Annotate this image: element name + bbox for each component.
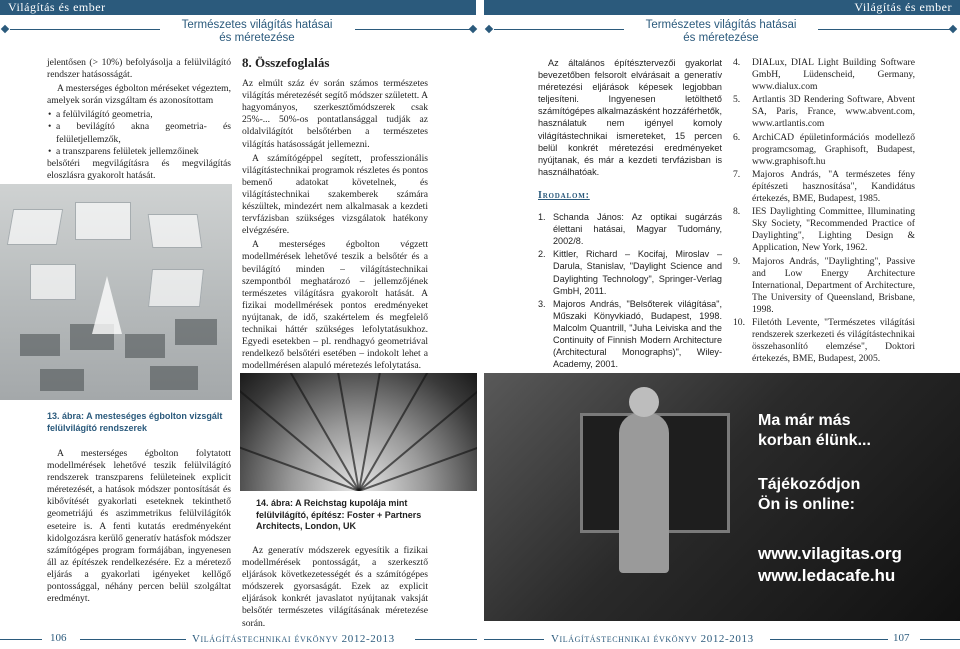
section-title-line1: Természetes világítás hatásai [181, 19, 333, 31]
reference-text: Majoros András, "A természetes fény építészeti hasznosítása", Kandidátus értekezés, BME, Budapest, 1985. [752, 168, 915, 205]
model-tile [20, 334, 60, 356]
figure-13-body [47, 448, 231, 607]
reference-number: 8. [733, 206, 741, 218]
paragraph: belsőtéri megvilágításra és megvilágítás eloszlásra gyakorolt hatását. [47, 157, 231, 181]
paragraph: A mesterséges égbolton folytatott modellmérések lehetővé teszik felülvilágító rendszerek transzparens felületeinek explicit méretezését, a hatások módszer pontosítását és kibővítését gyakorlati eseteknek tekinthető geometriájú és aszimmetrikus felülvilágítók eseteire is. A fenti kutatás eredményeként kidolgozásra kerülő generatív hatásfok módszer számítógépes program formájában, ingyenesen áll az építészek rendelkezésére. Ez a méretező eljárás a gyakorlati igényeket kellőgő pontossággal, néhány percen belül szolgáltat eredményt. [47, 448, 231, 605]
paragraph: A mesterséges égbolton végzett modellmérések lehetővé teszik a belsőtér és a bevilágító minden – világítástechnikai szempontból meghatározó – jellemzőjének természetes világításra gyakorolt hatását. A fizikai modellmérések pontos eredményeket nyújtanak, de idő, szakértelem és megfelelő technikai háttér szükséges lefolytatásukhoz. Egyedi esetekben – pl. rendhagyó geometriával rendelkező belsőtéri esetében – indokolt lehet a modellmérésen alapuló méretezés lefolytatása. [242, 239, 428, 372]
reference-item [538, 211, 722, 247]
section-title-line1: Természetes világítás hatásai [645, 19, 797, 31]
reference-text: IES Daylighting Committee, Illuminating Sky Society, "Recommended Practice of Daylighting", Lighting Design & Application, New York, 1962. [752, 206, 915, 254]
running-head-left [0, 0, 476, 15]
reference-item [733, 256, 915, 316]
section-title-right [626, 19, 816, 45]
diamond-ornament [1, 25, 9, 33]
right-page-column-1 [538, 57, 722, 371]
section-rule [494, 29, 624, 30]
list-item: • a bevilágító akna geometria- és felületjellemzők, [47, 121, 231, 145]
reference-text: Majoros András, "Belsőterek világítása", Műszaki Könyvkiadó, Budapest, 1998. Malcolm Quantrill, "Juha Leiviska and the Continuity of Finnish Modern Architecture (Architectural Monographs)", Wiley-Academy, 2001. [553, 298, 722, 370]
figure-14-photo [240, 373, 477, 491]
reference-number: 3. [538, 298, 546, 309]
figure-13-caption: 13. ábra: A mesteséges égbolton vizsgált felülvilágító rendszerek [47, 411, 223, 433]
footer-rule [920, 639, 960, 640]
reference-item [733, 57, 915, 93]
reference-item [733, 132, 915, 168]
footer-rule [484, 639, 544, 640]
model-tile [40, 369, 84, 391]
model-pyramid [148, 214, 203, 248]
section-heading: 8. Összefoglalás [242, 55, 330, 70]
ad-url-link[interactable]: www.vilagitas.org [758, 544, 902, 563]
model-pyramid [30, 264, 76, 300]
paragraph: jelentősen (> 10%) befolyásolja a felülvilágító rendszer hatásosságát. [47, 57, 231, 81]
list-item: • a felülvilágító geometria, [47, 109, 231, 121]
reference-item [733, 169, 915, 205]
model-pyramid [75, 202, 131, 240]
ad-line: Tájékozódjon [758, 476, 861, 493]
person-figure [619, 413, 669, 573]
model-pyramid [148, 269, 204, 307]
ad-line: korban élünk... [758, 432, 871, 449]
dome-rib [358, 373, 391, 491]
advertisement-image [484, 373, 960, 621]
section-title-left [162, 19, 352, 45]
running-head-left-text: Világítás és ember [8, 0, 106, 14]
section-rule [355, 29, 470, 30]
running-head-right-text: Világítás és ember [854, 0, 952, 14]
references-heading: Irodalom: [538, 189, 590, 201]
footer-rule [415, 639, 477, 640]
figure-14-body [242, 545, 428, 632]
reference-text: Artlantis 3D Rendering Software, Abvent SA, Paris, France, www.abvent.com, www.artlantis.com [752, 94, 915, 130]
reference-text: ArchiCAD épületinformációs modellező programcsomag, Graphisoft, Budapest, www.graphisoft.hu [752, 131, 915, 167]
footer-title-right: Világítástechnikai évkönyv 2012-2013 [551, 633, 754, 645]
reference-number: 6. [733, 131, 741, 143]
footer-title-left: Világítástechnikai évkönyv 2012-2013 [192, 633, 395, 645]
paragraph: Az generatív módszerek egyesítik a fizikai modellmérések pontosságát, a szerkesztő eljárások következetességét és a számítógépes módszerek gyorsaságát. Ezek az explicit eljárások konkrét javaslatot nyújtanak vaksját belsőtér természetes világításának méretezése során. [242, 545, 428, 629]
diamond-ornament [485, 25, 493, 33]
model-tile [125, 334, 165, 358]
model-pyramid [7, 209, 63, 245]
figure-13-photo [0, 184, 232, 400]
references-list [538, 211, 722, 370]
list-item: • a transzparens felületek jellemzőinek [47, 146, 231, 158]
paragraph: Az általános építésztervezői gyakorlat bevezetőben felsorolt elvárásait a generatív méretezési eljárások képesek legjobban teljesíteni. Ingyenesen letölthető számítógépes alkalmazásként hozzáférhetők, használatuk nem igényel komoly világítástechnikai ismereteket, 15 percen belül konkrét méretezési eredményeket nyújtanak, és már a kezdeti tervfázisban is használhatóak. [538, 58, 722, 177]
model-tile [175, 319, 217, 345]
reference-number: 4. [733, 57, 741, 68]
left-page-column-1 [47, 57, 231, 184]
reference-number: 2. [538, 249, 546, 260]
section-rule [10, 29, 160, 30]
reference-item [538, 298, 722, 371]
reference-item [538, 248, 722, 296]
bullet-list [47, 109, 231, 157]
section-title-line2: és méretezése [683, 32, 759, 44]
references-list [733, 57, 915, 365]
model-prism [92, 276, 122, 334]
person-head [629, 387, 659, 417]
ad-urls [758, 543, 948, 587]
ad-headline [758, 411, 948, 451]
section-title-line2: és méretezése [219, 32, 295, 44]
reference-text: Schanda János: Az optikai sugárzás élettani hatásai, Magyar Tudomány, 2002/8. [553, 212, 722, 247]
reference-text: Kittler, Richard – Kocifaj, Miroslav – Darula, Stanislav, "Daylight Science and Daylighting Technology", Springer-Verlag GmbH, 2011. [553, 249, 722, 296]
reference-item [733, 317, 915, 365]
right-page-column-2 [733, 57, 915, 366]
left-page-column-2 [242, 57, 428, 374]
ad-url-link[interactable]: www.ledacafe.hu [758, 566, 896, 585]
model-tile [150, 366, 198, 390]
paragraph: Az elmúlt száz év során számos természetes világítás méretezését segítő módszer született. A hagyományos, szerkesztőmódszerek csak 25%-... 50%-os pontatlansággal tudják az oldalvilágítót belsőtérben a természetes világítás hatásosságát jellemezni. [242, 78, 428, 150]
reference-text: Majoros András, "Daylighting", Passive and Low Energy Architecture International, Department of Architecture, The University of Queensland, Brisbane, 1998. [752, 255, 915, 315]
ad-line: Ön is online: [758, 496, 855, 513]
page-number-left: 106 [50, 632, 67, 644]
paragraph: A mesterséges égbolton méréseket végeztem, amelyek során vizsgáltam és azonosítottam [47, 83, 231, 107]
figure-14-caption: 14. ábra: A Reichstag kupolája mint felülvilágító, építész: Foster + Partners Architects, London, UK [256, 498, 422, 531]
section-rule [818, 29, 950, 30]
page-number-right: 107 [893, 632, 910, 644]
running-head-right [484, 0, 960, 15]
diamond-ornament [469, 25, 477, 33]
dome-rib [327, 373, 360, 491]
footer-rule [0, 639, 42, 640]
ad-line: Ma már más [758, 412, 851, 429]
reference-number: 10. [733, 316, 745, 328]
reference-item [733, 206, 915, 254]
reference-item [733, 94, 915, 130]
reference-number: 7. [733, 168, 741, 180]
footer-rule [80, 639, 186, 640]
reference-number: 9. [733, 255, 741, 267]
paragraph: A számítógéppel segített, professzionális világítástechnikai programok részletes és pontos bemenő adatokat követelnek, és világítástechnikai szakemberek számára készültek, mindezért nem alkalmasak a kezdeti tervfázisban szükséges vizsgálatok hatékony elvégzésére. [242, 152, 428, 237]
reference-text: DIALux, DIAL Light Building Software GmbH, Lüdenscheid, Germany, www.dialux.com [752, 57, 915, 93]
diamond-ornament [949, 25, 957, 33]
reference-number: 5. [733, 94, 741, 106]
ad-subline [758, 475, 948, 515]
footer-rule [770, 639, 888, 640]
reference-text: Filetóth Levente, "Természetes világítási rendszerek szerkezeti és világítástechnikai összehasonlító elemzése", Doktori értekezés, BME, Budapest, 2005. [752, 316, 915, 365]
reference-number: 1. [538, 212, 546, 223]
